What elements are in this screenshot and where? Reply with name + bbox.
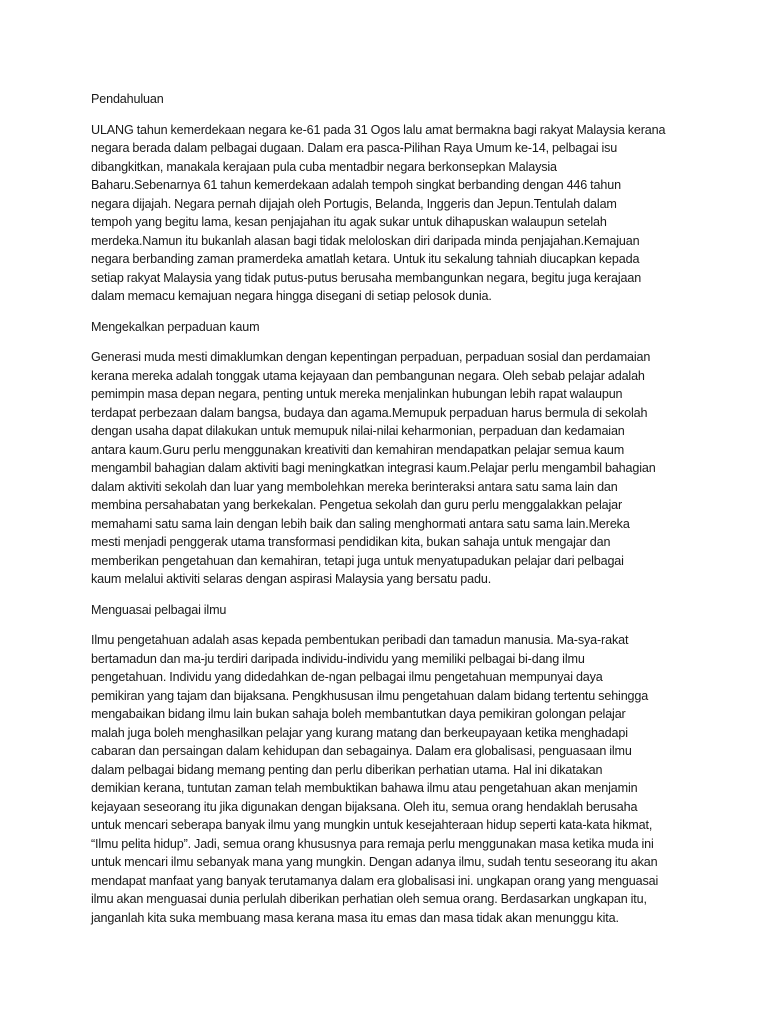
section-body-pendahuluan: ULANG tahun kemerdekaan negara ke-61 pada 31 Ogos lalu amat bermakna bagi rakyat Malaysia kerana negara berada dalam pelbagai dugaan. Dalam era pasca-Pilihan Raya Umum ke-14, pelbagai isu dibangkitkan, manakala kerajaan pula cuba mentadbir negara berkonsepkan Malaysia Baharu.Sebenarnya 61 tahun kemerdekaan adalah tempoh singkat berbanding dengan 446 tahun negara dijajah. Negara pernah dijajah oleh Portugis, Belanda, Inggeris dan Jepun.Tentulah dalam tempoh yang begitu lama, kesan penjajahan itu agak sukar untuk dihapuskan walaupun setelah merdeka.Namun itu bukanlah alasan bagi tidak meloloskan diri daripada minda penjajahan.Kemajuan negara berbanding zaman pramerdeka amatlah ketara. Untuk itu sekalung tahniah diucapkan kepada setiap rakyat Malaysia yang tidak putus-putus berusaha membangunkan negara, begitu juga kerajaan dalam memacu kemajuan negara hingga disegani di setiap pelosok dunia. bbox=[91, 122, 666, 303]
section-body-ilmu: Ilmu pengetahuan adalah asas kepada pembentukan peribadi dan tamadun manusia. Ma-sya-rakat bertamadun dan ma-ju terdiri daripada individu-individu yang memiliki pelbagai bi-dang ilmu pengetahuan. Individu yang didedahkan de-ngan pelbagai ilmu pengetahuan mempunyai daya pemikiran yang tajam dan bijaksana. Pengkhususan ilmu pengetahuan dalam bidang tertentu sehingga mengabaikan bidang ilmu lain bukan sahaja boleh membantutkan daya pemikiran golongan pelajar malah juga boleh menghasilkan pelajar yang kurang matang dan berkeupayaan ketika menghadapi cabaran dan persaingan dalam kehidupan dan sebagainya. Dalam era globalisasi, penguasaan ilmu dalam pelbagai bidang memang penting dan perlu diberikan perhatian utama. Hal ini dikatakan demikian kerana, tuntutan zaman telah membuktikan bahawa ilmu atau pengetahuan akan menjamin kejayaan seseorang itu jika digunakan dengan bijaksana. Oleh itu, semua orang hendaklah berusaha untuk mencari seberapa banyak ilmu yang mungkin untuk kesejahteraan hidup seperti kata-kata hikmat, “Ilmu pelita hidup”. Jadi, semua orang khususnya para remaja perlu menggunakan masa ketika muda ini untuk mencari ilmu sebanyak mana yang mungkin. Dengan adanya ilmu, sudah tentu seseorang itu akan mendapat manfaat yang banyak terutamanya dalam era globalisasi ini. ungkapan orang yang menguasai ilmu akan menguasai dunia perlulah diberikan perhatian oleh semua orang. Berdasarkan ungkapan itu, janganlah kita suka membuang masa kerana masa itu emas dan masa tidak akan menunggu kita. bbox=[91, 633, 659, 925]
section-heading-perpaduan: Mengekalkan perpaduan kaum bbox=[91, 319, 260, 334]
section-heading-pendahuluan: Pendahuluan bbox=[91, 92, 164, 106]
section-body-perpaduan: Generasi muda mesti dimaklumkan dengan kepentingan perpaduan, perpaduan sosial dan perdamaian kerana mereka adalah tonggak utama kejayaan dan pembangunan negara. Oleh sebab pelajar adalah pemimpin masa depan negara, penting untuk mereka menjalinkan hubungan lebih rapat walaupun terdapat perbezaan dalam bangsa, budaya dan agama.Memupuk perpaduan harus bermula di sekolah dengan usaha dapat dilakukan untuk memupuk nilai-nilai keharmonian, perpaduan dan kedamaian antara kaum.Guru perlu menggunakan kreativiti dan kemahiran mendapatkan pelajar semua kaum mengambil bahagian dalam aktiviti bagi meningkatkan integrasi kaum.Pelajar perlu mengambil bahagian dalam aktiviti sekolah dan luar yang membolehkan mereka berinteraksi antara satu sama lain dan membina persahabatan yang berkekalan. Pengetua sekolah dan guru perlu menggalakkan pelajar memahami satu sama lain dengan lebih baik dan saling menghormati antara satu sama lain.Mereka mesti menjadi penggerak utama transformasi pendidikan kita, bukan sahaja untuk mengajar dan memberikan pengetahuan dan kemahiran, tetapi juga untuk menyatupadukan pelajar dari pelbagai kaum melalui aktiviti selaras dengan aspirasi Malaysia yang bersatu padu. bbox=[91, 350, 656, 586]
section-heading-ilmu: Menguasai pelbagai ilmu bbox=[91, 602, 227, 617]
document-page bbox=[91, 90, 685, 939]
